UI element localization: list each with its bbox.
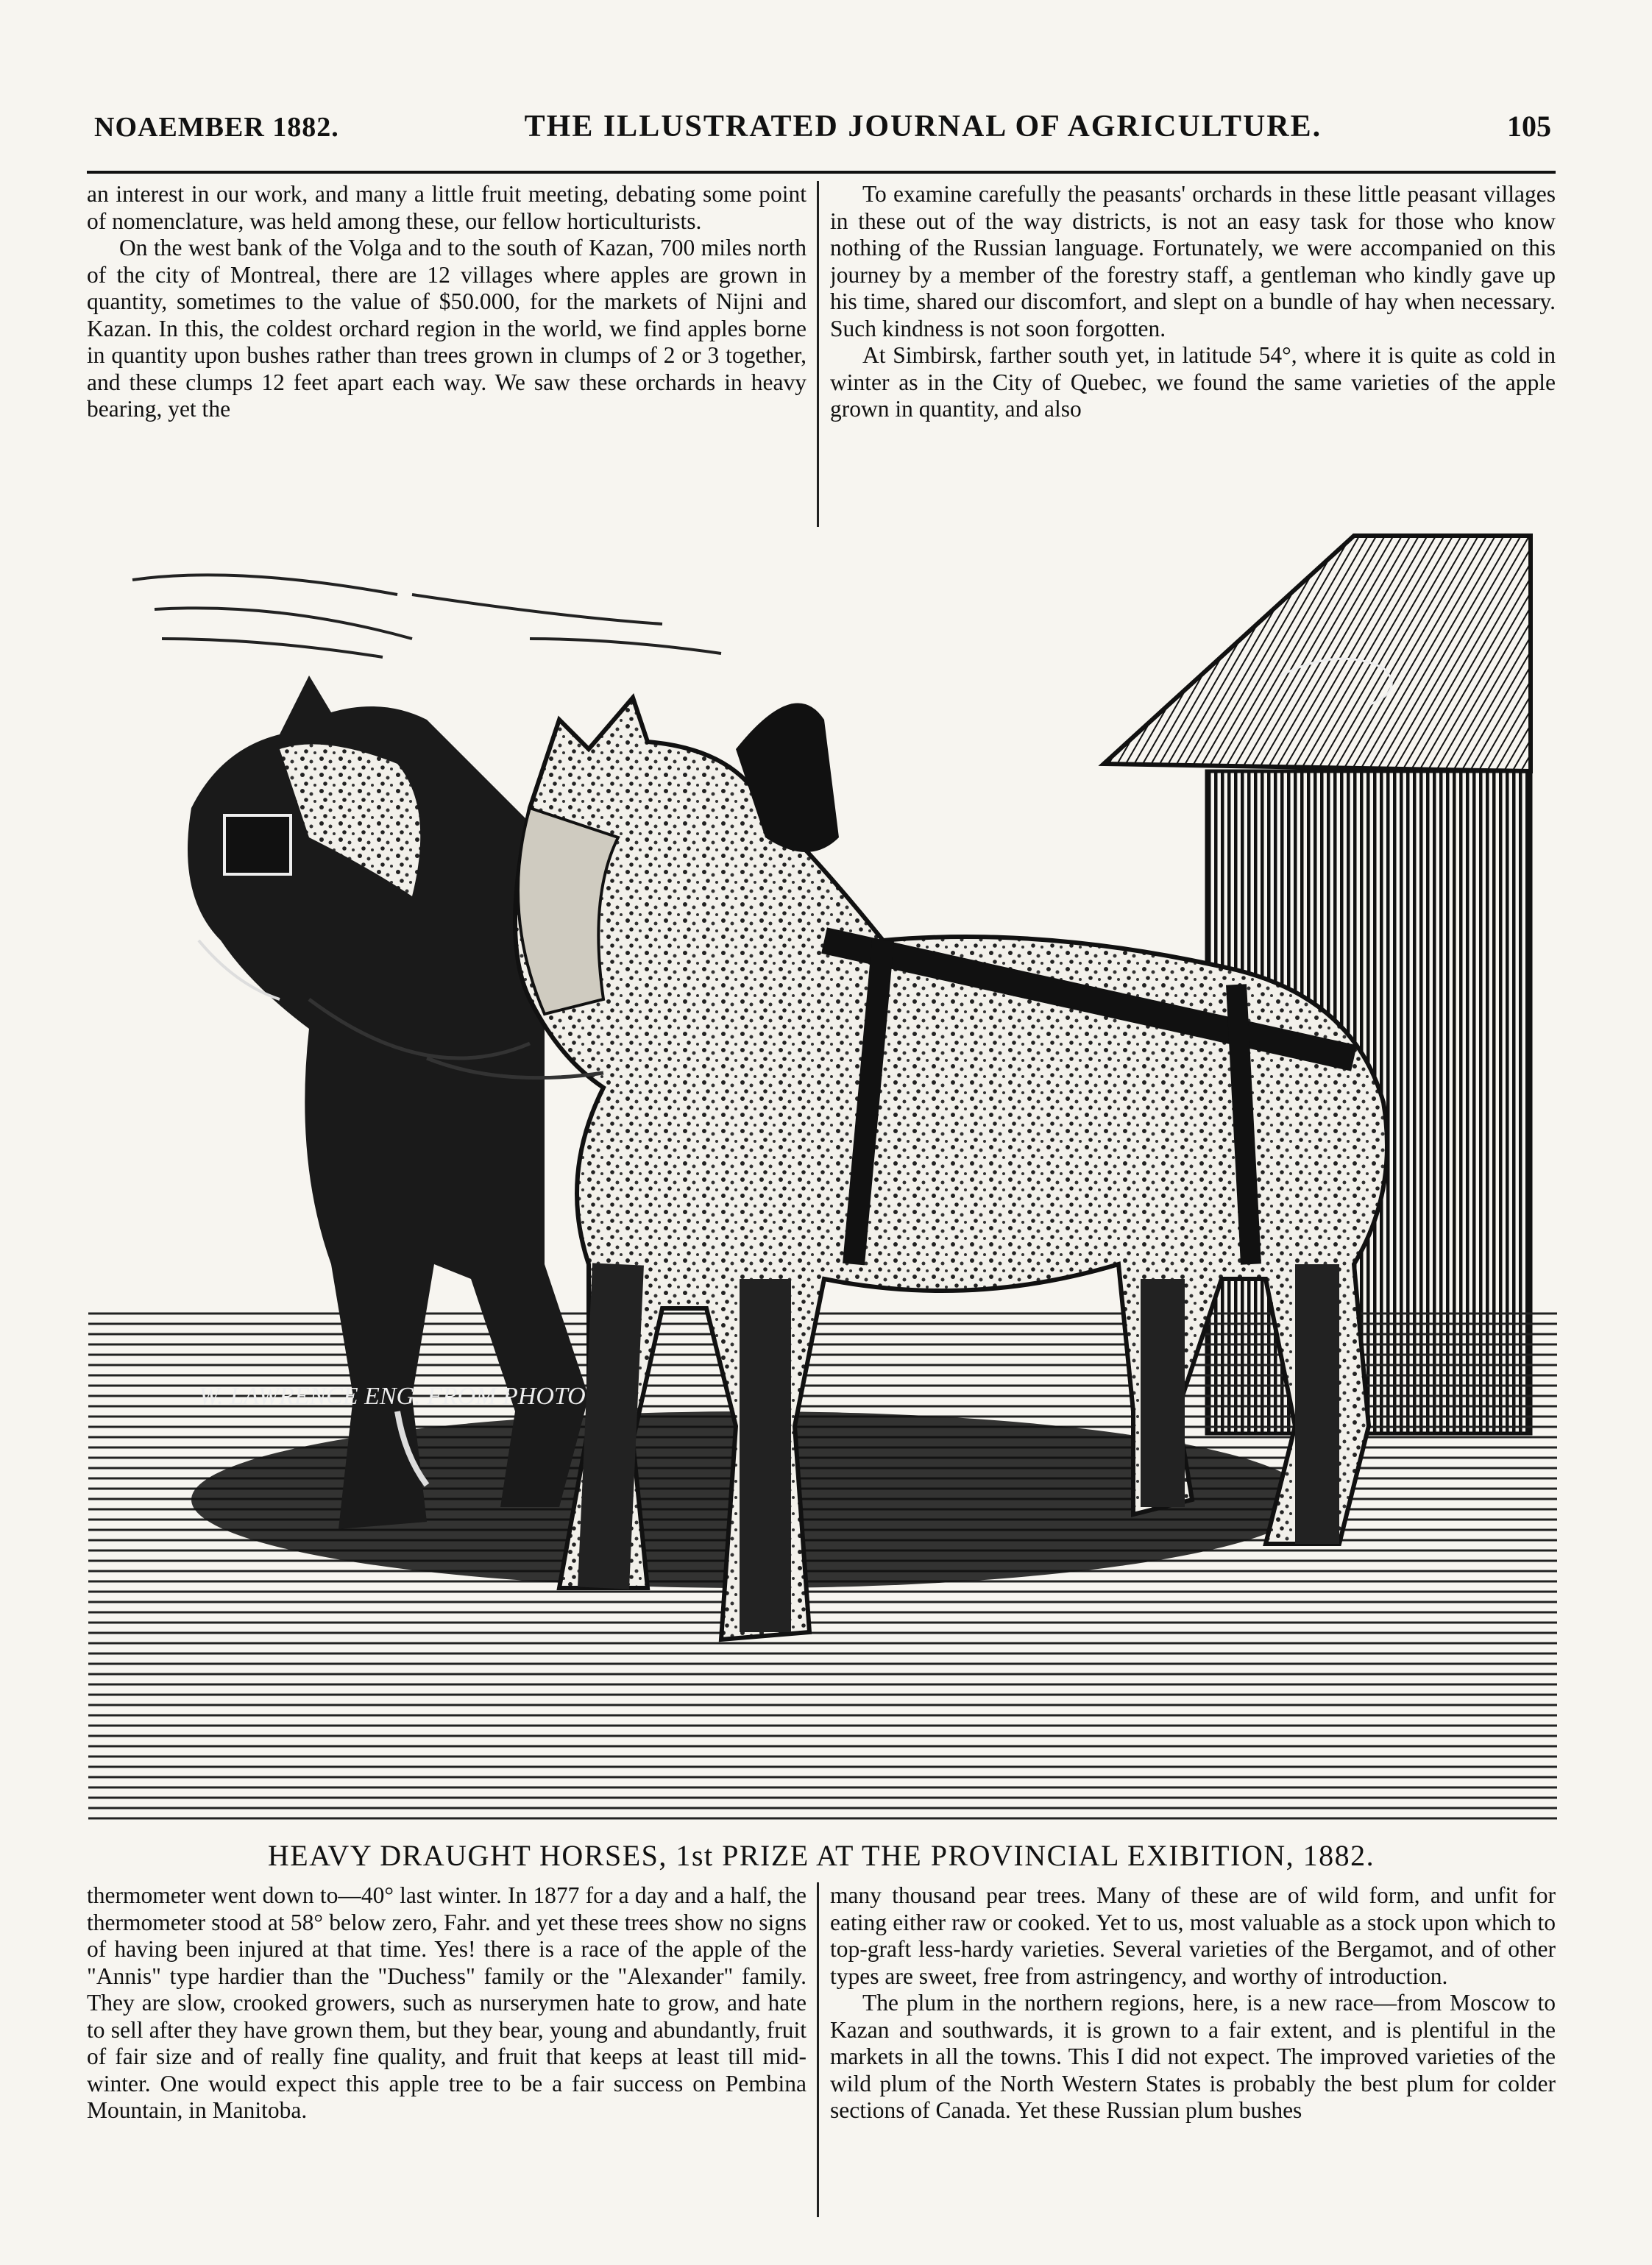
- horses-engraving: [88, 528, 1557, 1838]
- engraver-signature: W. LAWRENCE ENG. FROM PHOTO: [199, 1383, 586, 1410]
- issue-date: NOAEMBER 1882.: [94, 112, 339, 143]
- paragraph: many thousand pear trees. Many of these are of wild form, and unfit for eating either raw or cooked. Yet to us, most valuable as a stock upon which to top-graft less-hardy varieties. Several varieties of the Bergamot, and of other types are sweet, free from astringency, and worthy of introduction.: [830, 1882, 1556, 1989]
- illustration-caption: HEAVY DRAUGHT HORSES, 1st PRIZE AT THE PROVINCIAL EXIBITION, 1882.: [267, 1839, 1375, 1872]
- column-bottom-left: [87, 1882, 806, 2221]
- sky-strokes: [132, 575, 721, 657]
- column-top-left: [87, 181, 806, 527]
- paragraph: The plum in the northern regions, here, is a new race—from Moscow to Kazan and southwards, it is grown to a fair extent, and is plentiful in the markets in all the towns. This I did not expect. The improved varieties of the wild plum of the North Western States is probably the best plum for colder sections of Canada. Yet these Russian plum bushes: [830, 1990, 1556, 2123]
- paragraph: To examine carefully the peasants' orchards in these little peasant villages in these out of the way districts, is not an easy task for those who know nothing of the Russian language. Fortunately, we were accompanied on this journey by a member of the forestry staff, a gentleman who kindly gave up his time, shared our discomfort, and slept on a bundle of hay when necessary. Such kindness is not soon forgotten.: [830, 181, 1556, 341]
- page-number: 105: [1506, 110, 1551, 143]
- header-rule: [87, 171, 1556, 174]
- paragraph: an interest in our work, and many a little fruit meeting, debating some point of nomenclature, was held among these, our fellow horticulturists.: [87, 181, 806, 234]
- column-bottom-right: [830, 1882, 1556, 2221]
- paragraph: thermometer went down to—40° last winter. In 1877 for a day and a half, the thermometer stood at 58° below zero, Fahr. and yet these trees show no signs of having been injured at that time. Yes! there is a race of the apple of the "Annis" type hardier than the "Duchess" family or the "Alexander" family. They are slow, crooked growers, such as nurserymen hate to grow, and hate to sell after they have grown them, but they bear, young and abundantly, fruit of fair size and of really fine quality, and fruit that keeps at least till mid-winter. One would expect this apple tree to be a fair success on Pembina Mountain, in Manitoba.: [87, 1882, 806, 2123]
- paragraph: At Simbirsk, farther south yet, in latitude 54°, where it is quite as cold in winter as in the City of Quebec, we found the same varieties of the apple grown in quantity, and also: [830, 342, 1556, 422]
- column-divider: [817, 181, 819, 527]
- column-top-right: [830, 181, 1556, 527]
- running-header: [94, 109, 1551, 153]
- paragraph: On the west bank of the Volga and to the south of Kazan, 700 miles north of the city of Montreal, there are 12 villages where apples are grown in quantity, sometimes to the value of $50.000, for the markets of Nijni and Kazan. In this, the coldest orchard region in the world, we find apples borne in quantity upon bushes rather than trees grown in clumps of 2 or 3 together, and these clumps 12 feet apart each way. We saw these orchards in heavy bearing, yet the: [87, 235, 806, 422]
- journal-title: THE ILLUSTRATED JOURNAL OF AGRICULTURE.: [524, 110, 1322, 143]
- column-divider: [817, 1882, 819, 2217]
